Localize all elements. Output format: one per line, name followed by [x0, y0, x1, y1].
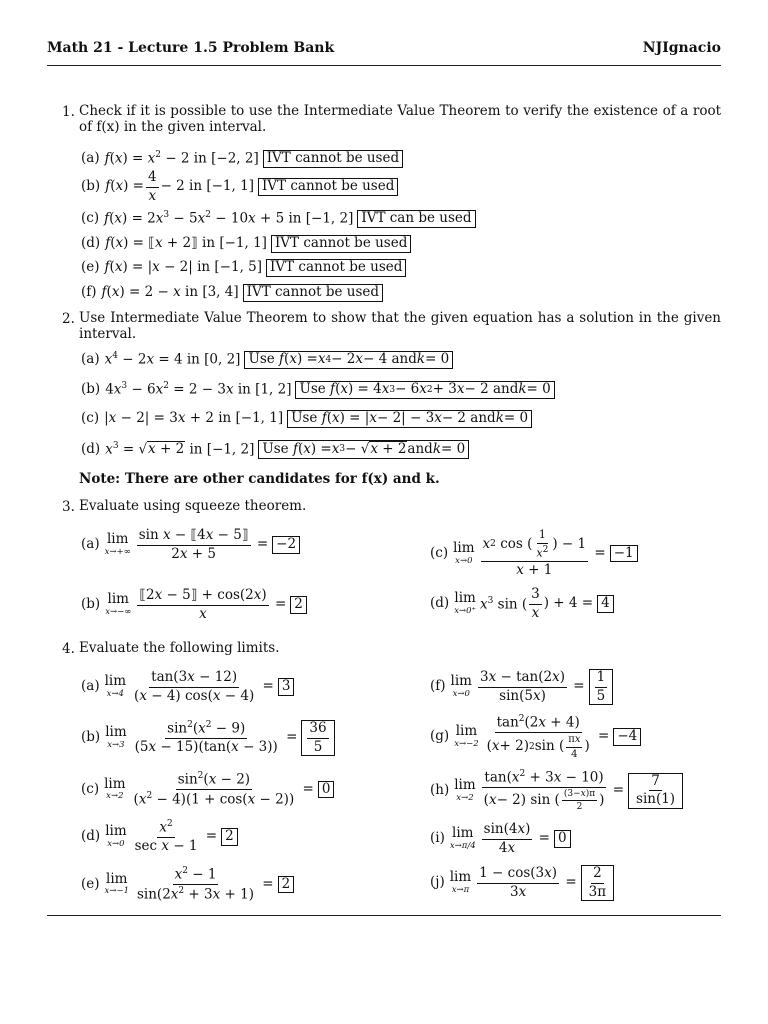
answer-box: IVT cannot be used: [266, 259, 406, 277]
p4-item-b: (b) lim x→3 $\frac{\sin^2(x^2 - 9)}{(5x - 15)(\tan(x - 3))}$ = $\frac{36}{5}$: [81, 720, 335, 756]
answer-box: 0: [554, 830, 571, 848]
p3-item-d: (d) lim x→0⁺ $x^3$ sin ( $\frac{3}{x}$ ) + 4 = 4: [430, 587, 614, 621]
p4-item-h: (h) lim x→2 $\tan(x^2 + 3x - 10)$ ( x − 2) sin ( $\frac{(3-x)\pi}{2}$ ) = $\frac{7}{\sin(1)}$: [430, 769, 683, 813]
answer-box: −2: [272, 536, 300, 554]
p2-item-c: (c) |x − 2| = 3x + 2 in [−1, 1] Use f ( x ) = | x − 2| − 3 x − 2 and k = 0: [81, 410, 532, 428]
answer-box: $\frac{1}{5}$: [589, 669, 614, 705]
answer-box: −4: [613, 728, 641, 746]
problem-2-number: 2.: [62, 311, 75, 327]
problem-2-text: Use Intermediate Value Theorem to show that the given equation has a solution in the given interval.: [79, 310, 721, 342]
p4-item-d: (d) lim x→0 $\frac{x^2}{\text{sec x − 1}}$ = 2: [81, 819, 238, 855]
answer-box: Use f ( x ) = x 3 − √ x + 2 and k = 0: [258, 440, 469, 459]
p2-item-a: (a) $x^4 - 2x = 4$ in [0, 2] Use f ( x ) = x 4 − 2 x − 4 and k = 0: [81, 351, 453, 369]
answer-box: −1: [610, 545, 638, 563]
problem-4-number: 4.: [62, 641, 75, 657]
p3-item-c: (c) lim x→0 x 2 cos ( $\frac{1}{x^2}$ ) − 1 x + 1 = −1: [430, 529, 638, 578]
answer-box: IVT cannot be used: [243, 284, 383, 302]
problem-3-number: 3.: [62, 499, 75, 515]
footer-rule: [47, 915, 721, 916]
problem-4-text: Evaluate the following limits.: [79, 640, 280, 656]
p1-item-d: (d) f(x) = ⟦x + 2⟧ in [−1, 1] IVT cannot be used: [81, 235, 411, 253]
p4-item-a: (a) lim x→4 $\frac{\tan(3x - 12)}{(x - 4) \cos(x - 4)}$ = 3: [81, 670, 294, 704]
answer-box: 4: [597, 595, 614, 613]
answer-box: 0: [318, 781, 335, 799]
answer-box: Use f ( x ) = x 4 − 2 x − 4 and k = 0: [244, 351, 453, 369]
answer-box: IVT cannot be used: [258, 178, 398, 196]
problem-2-note: Note: There are other candidates for f(x) and k.: [79, 471, 440, 487]
answer-box: $\frac{2}{3\pi}$: [581, 865, 614, 901]
problem-1-text: Check if it is possible to use the Intermediate Value Theorem to verify the existence of a root of f(x) in the given interval.: [79, 103, 721, 135]
header-rule: [47, 65, 721, 66]
p1-item-f: (f) f(x) = 2 − x in [3, 4] IVT cannot be used: [81, 284, 383, 302]
problem-3-text: Evaluate using squeeze theorem.: [79, 498, 307, 514]
answer-box: 3: [278, 678, 295, 696]
p1-item-e: (e) f(x) = |x − 2| in [−1, 5] IVT cannot be used: [81, 259, 406, 277]
p4-item-i: (i) lim x→π/4 $\frac{\sin(4x)}{4x}$ = 0: [430, 822, 571, 856]
header-title: Math 21 - Lecture 1.5 Problem Bank: [47, 40, 335, 56]
answer-box: $\frac{7}{\sin(1)}$: [628, 773, 683, 809]
answer-box: Use f ( x ) = 4 x 3 − 6 x 2 + 3 x − 2 and k = 0: [295, 381, 554, 399]
p3-item-a: (a) lim x→+∞ $\frac{\text{sin x − ⟦4x − 5⟧}}{2x + 5}$ = −2: [81, 528, 300, 562]
header-author: NJIgnacio: [642, 40, 721, 56]
answer-box: 2: [278, 876, 295, 894]
p2-item-d: (d) $x^3 = √x + 2$ in [−1, 2] Use f ( x ) = x 3 − √ x + 2 and k = 0: [81, 440, 469, 459]
p4-item-j: (j) lim x→π $\frac{1 - \cos(3x)}{3x}$ = $\frac{2}{3\pi}$: [430, 865, 614, 901]
p2-item-b: (b) $4x^3 - 6x^2 = 2 - 3x$ in [1, 2] Use f ( x ) = 4 x 3 − 6 x 2 + 3 x − 2 and k = 0: [81, 381, 555, 399]
answer-box: $\frac{36}{5}$: [301, 720, 334, 756]
answer-box: 2: [221, 828, 238, 846]
p4-item-f: (f) lim x→0 $\frac{3x - \tan(2x)}{\sin(5x)}$ = $\frac{1}{5}$: [430, 669, 613, 705]
answer-box: 2: [290, 596, 307, 614]
problem-1-number: 1.: [62, 104, 75, 120]
answer-box: IVT cannot be used: [271, 235, 411, 253]
p1-item-a: (a) $f(x) = x^2 - 2$ in [−2, 2] IVT cannot be used: [81, 150, 403, 168]
p1-item-b: (b) f(x) = $\frac{4}{x}$ − 2 in [−1, 1] IVT cannot be used: [81, 170, 398, 204]
p1-item-c: (c) $f(x) = 2x^3 - 5x^2 - 10x + 5$ in [−1, 2] IVT can be used: [81, 210, 476, 228]
page-header: [47, 40, 721, 62]
p4-item-c: (c) lim x→2 $\frac{\sin^2(x - 2)}{(x^2 - 4)(1 + \cos(x - 2))}$ = 0: [81, 771, 334, 808]
answer-box: IVT can be used: [357, 210, 475, 228]
answer-box: Use f ( x ) = | x − 2| − 3 x − 2 and k = 0: [287, 410, 532, 428]
p4-item-e: (e) lim x→−1 $\frac{x^2 - 1}{\sin(2x^2 + 3x + 1)}$ = 2: [81, 866, 294, 903]
answer-box: IVT cannot be used: [263, 150, 403, 168]
p3-item-b: (b) lim x→−∞ $\frac{⟦2x - 5⟧ + \cos(2x)}{x}$ = 2: [81, 588, 307, 622]
p4-item-g: (g) lim x→−2 $\tan^2(2x + 4)$ ( x + 2) 2 sin ( $\frac{\pi x}{4}$ ) = −4: [430, 714, 641, 760]
